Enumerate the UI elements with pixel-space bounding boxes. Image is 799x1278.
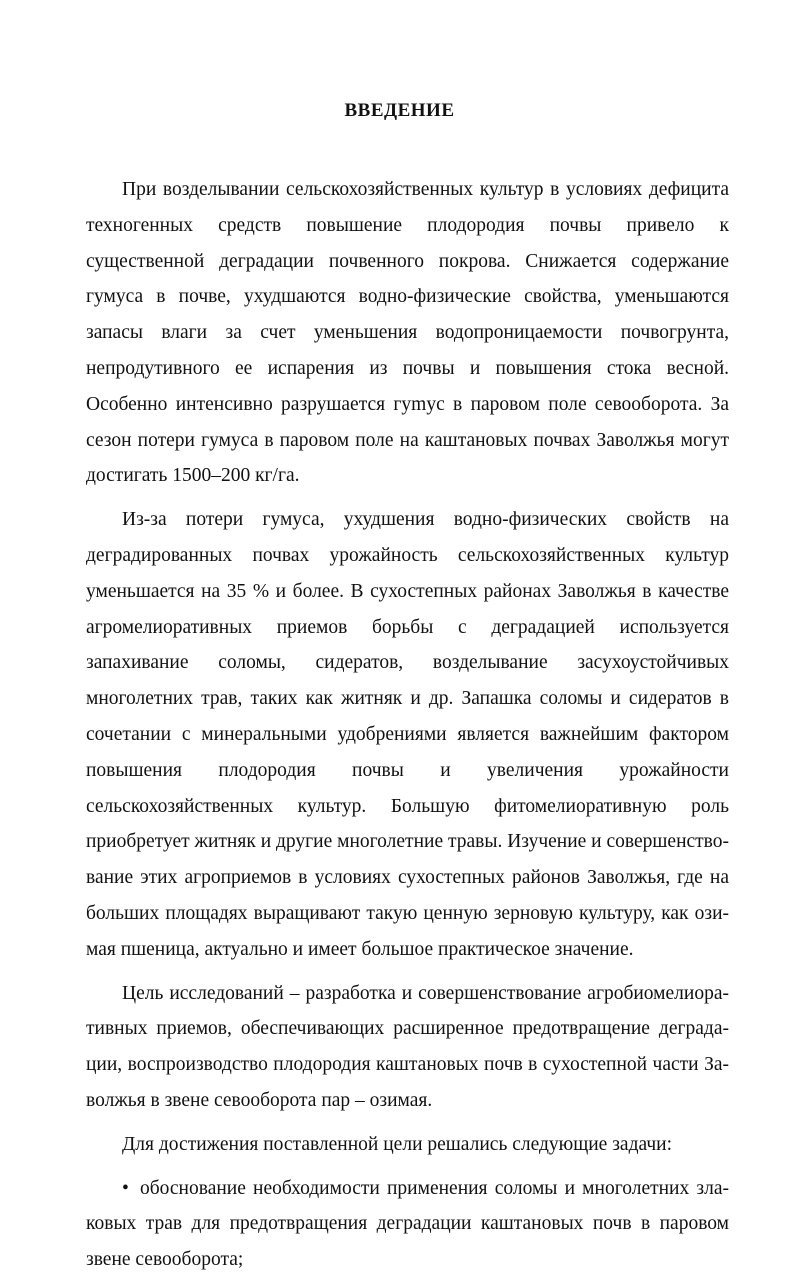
paragraph-4: Для достижения поставленной цели решались следующие задачи: (122, 1133, 673, 1155)
body-text (86, 172, 729, 1278)
bullet-item-1 (86, 1171, 729, 1278)
bullet-text: обоснование необходимости применения соломы и многолетних злаковых трав для предотвращения деградации каштановых почв в паровом звене севооборота; (86, 1177, 729, 1271)
page-title: ВВЕДЕНИЕ (344, 100, 455, 121)
bullet-marker: • (122, 1177, 129, 1199)
paragraph-2: Из-за потери гумуса, ухудшения водно-физических свойств на деградированных почвах урожайность сельскохозяйственных культур уменьшается на 35 % и более. В сухостепных районах Заволжья в качестве агромелиоративных приемов борьбы с деградацией используется запахивание соломы, сидератов, возделывание засухоустойчивых многолетних трав, таких как житняк и др. Запашка соломы и сидератов в сочетании с минеральными удобрениями является важнейшим фактором повышения плодородия почвы и увеличения урожайности сельскохозяйственных культур. Большую фитомелиоративную роль приобретует житняк и другие многолетние травы. Изучение и совершенствование этих агроприемов в условиях сухостепных районов Заволжья, где на больших площадях выращивают такую ценную зерновую культуру, как озимая пшеница, актуально и имеет большое практическое значение. (86, 509, 730, 960)
paragraph-1: При возделывании сельскохозяйственных культур в условиях дефицита техногенных средств повышение плодородия почвы привело к существенной деградации почвенного покрова. Снижается содержание гумуса в почве, ухудшаются водно-физические свойства, уменьшаются запасы влаги за счет уменьшения водопроницаемости почвогрунта, непродутивного ее испарения из почвы и повышения стока весной. Особенно интенсивно разрушается гуmус в паровом поле севооборота. За сезон потери гумуса в паровом поле на каштановых почвах Заволжья могут достигать 1500–200 кг/га. (86, 179, 729, 487)
paragraph-3: Цель исследований – разработка и совершенствование агробиомелиоративных приемов, обеспечивающих расширенное предотвращение деградации, воспроизводство плодородия каштановых почв в сухостепной части Заволжья в звене севооборота пар – озимая. (86, 982, 729, 1111)
